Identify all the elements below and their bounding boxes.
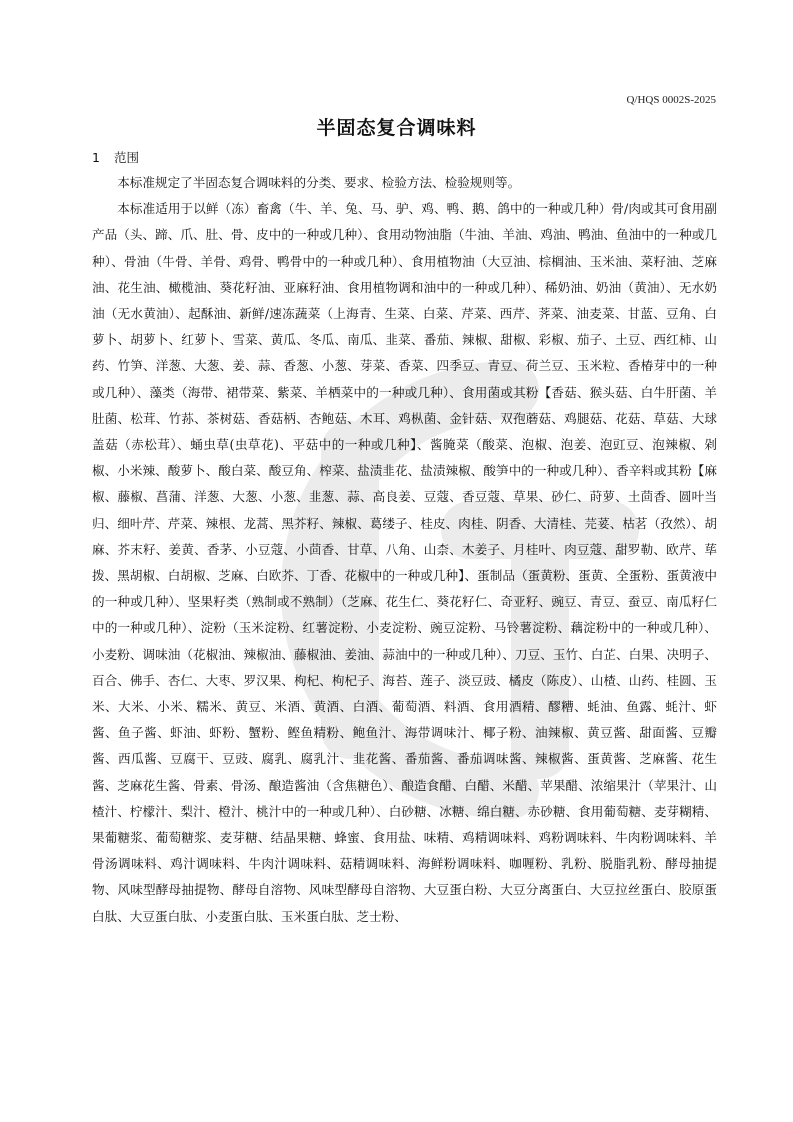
standard-code: Q/HQS 0002S-2025	[626, 94, 716, 106]
scope-paragraph: 本标准规定了半固态复合调味料的分类、要求、检验方法、检验规则等。	[117, 175, 521, 190]
applicability-paragraph: 本标准适用于以鲜（冻）畜禽（牛、羊、兔、马、驴、鸡、鸭、鹅、鸽中的一种或几种）骨/肉或其可食用副产品（头、蹄、爪、肚、骨、皮中的一种或几种）、食用动物油脂（牛油、羊油、鸡油、鸭油、鱼油中的一种或几种）、骨油（牛骨、羊骨、鸡骨、鸭骨中的一种或几种）、食用植物油（大豆油、棕榈油、玉米油、菜籽油、芝麻油、花生油、橄榄油、葵花籽油、亚麻籽油、食用植物调和油中的一种或几种）、稀奶油、奶油（黄油）、无水奶油（无水黄油）、起酥油、新鲜/速冻蔬菜（上海青、生菜、白菜、芹菜、西芹、荠菜、油麦菜、甘蓝、豆角、白萝卜、胡萝卜、红萝卜、雪菜、黄瓜、冬瓜、南瓜、韭菜、番茄、辣椒、甜椒、彩椒、茄子、土豆、西红柿、山药、竹笋、洋葱、大葱、姜、蒜、香葱、小葱、芽菜、香菜、四季豆、青豆、荷兰豆、玉米粒、香椿芽中的一种或几种）、藻类（海带、裙带菜、紫菜、羊栖菜中的一种或几种）、食用菌或其粉【香菇、猴头菇、白牛肝菌、羊肚菌、松茸、竹荪、茶树菇、香菇柄、杏鲍菇、木耳、鸡枞菌、金针菇、双孢蘑菇、鸡腿菇、花菇、草菇、大球盖菇（赤松茸）、蛹虫草(虫草花)、平菇中的一种或几种】、酱腌菜（酸菜、泡椒、泡姜、泡豇豆、泡辣椒、剁椒、小米辣、酸萝卜、酸白菜、酸豆角、榨菜、盐渍韭花、盐渍辣椒、酸笋中的一种或几种）、香辛料或其粉【麻椒、藤椒、菖蒲、洋葱、大葱、小葱、韭葱、蒜、高良姜、豆蔻、香豆蔻、草果、砂仁、莳萝、土茴香、圆叶当归、细叶芹、芹菜、辣根、龙蒿、黑芥籽、辣椒、葛缕子、桂皮、肉桂、阴香、大清桂、芫荽、枯茗（孜然）、胡麻、芥末籽、姜黄、香茅、小豆蔻、小茴香、甘草、八角、山柰、木姜子、月桂叶、肉豆蔻、甜罗勒、欧芹、荜拨、黑胡椒、白胡椒、芝麻、白欧芥、丁香、花椒中的一种或几种】、蛋制品（蛋黄粉、蛋黄、全蛋粉、蛋黄液中的一种或几种）、坚果籽类（熟制或不熟制）（芝麻、花生仁、葵花籽仁、奇亚籽、豌豆、青豆、蚕豆、南瓜籽仁中的一种或几种）、淀粉（玉米淀粉、红薯淀粉、小麦淀粉、豌豆淀粉、马铃薯淀粉、藕淀粉中的一种或几种）、小麦粉、调味油（花椒油、辣椒油、藤椒油、姜油、蒜油中的一种或几种）、刀豆、玉竹、白芷、白果、决明子、百合、佛手、杏仁、大枣、罗汉果、枸杞、枸杞子、海苔、莲子、淡豆豉、橘皮（陈皮）、山楂、山药、桂圆、玉米、大米、小米、糯米、黄豆、米酒、黄酒、白酒、葡萄酒、料酒、食用酒精、醪糟、蚝油、鱼露、蚝汁、虾酱、鱼子酱、虾油、虾粉、蟹粉、鲣鱼精粉、鲍鱼汁、海带调味汁、椰子粉、油辣椒、黄豆酱、甜面酱、豆瓣酱、西瓜酱、豆腐干、豆豉、腐乳、腐乳汁、韭花酱、番茄酱、番茄调味酱、辣椒酱、蛋黄酱、芝麻酱、花生酱、芝麻花生酱、骨素、骨汤、酿造酱油（含焦糖色）、酿造食醋、白醋、米醋、苹果醋、浓缩果汁（苹果汁、山楂汁、柠檬汁、梨汁、橙汁、桃汁中的一种或几种）、白砂糖、冰糖、绵白糖、赤砂糖、食用葡萄糖、麦芽糊精、果葡糖浆、葡萄糖浆、麦芽糖、结晶果糖、蜂蜜、食用盐、味精、鸡精调味料、鸡粉调味料、牛肉粉调味料、羊骨汤调味料、鸡汁调味料、牛肉汁调味料、菇精调味料、海鲜粉调味料、咖喱粉、乳粉、脱脂乳粉、酵母抽提物、风味型酵母抽提物、酵母自溶物、风味型酵母自溶物、大豆蛋白粉、大豆分离蛋白、大豆拉丝蛋白、胶原蛋白肽、大豆蛋白肽、小麦蛋白肽、玉米蛋白肽、芝士粉、	[92, 201, 717, 924]
body-text	[92, 170, 717, 930]
section-heading-text: 范围	[114, 150, 140, 165]
section-number: 1	[92, 150, 100, 165]
section-heading	[92, 148, 139, 166]
document-title: 半固态复合调味料	[316, 117, 477, 139]
